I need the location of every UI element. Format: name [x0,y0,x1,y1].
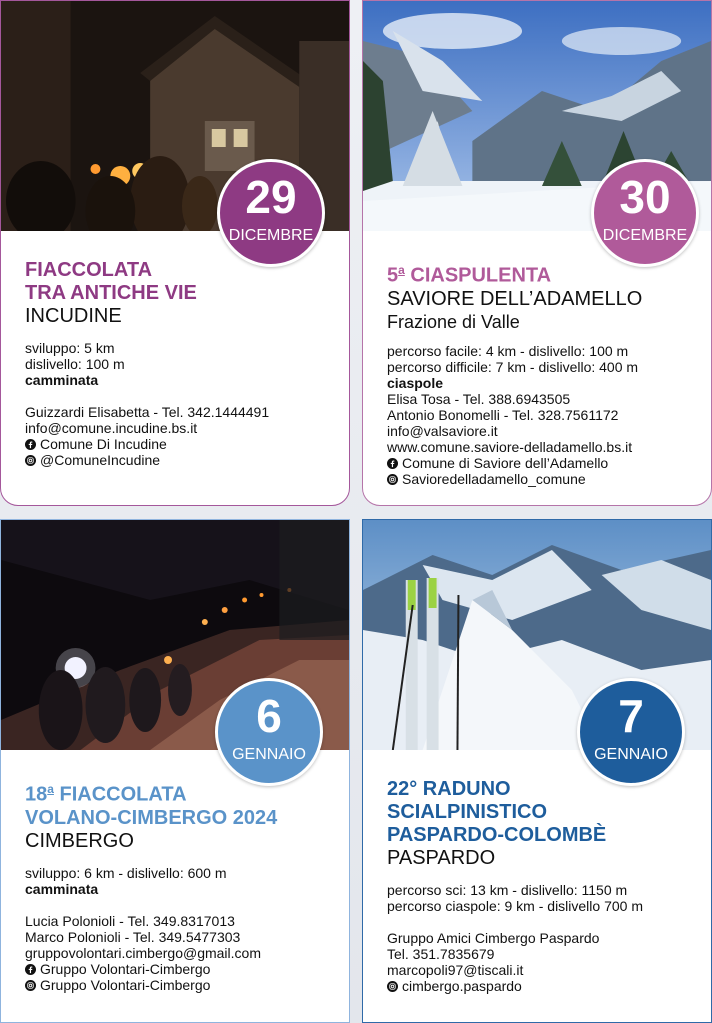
facebook-icon [25,439,36,450]
contact-email[interactable]: marcopoli97@tiscali.it [387,962,524,978]
event-activity: ciaspole [387,374,444,391]
facebook-label: Comune di Saviore dell’Adamello [402,454,609,471]
facebook-link[interactable] [387,455,693,471]
website-link[interactable]: www.comune.saviore-delladamello.bs.it [387,438,633,455]
contact-email[interactable]: info@valsaviore.it [387,422,498,439]
facebook-link[interactable] [25,436,331,452]
event-place: SAVIORE DELL’ADAMELLO [387,287,643,310]
instagram-icon [387,981,398,992]
date-month: GENNAIO [594,746,668,763]
event-detail: percorso ciaspole: 9 km - dislivello 700 m [387,898,643,914]
event-place: PASPARDO [387,847,496,869]
event-card-fiaccolata-cimbergo [0,519,350,1023]
facebook-icon [25,964,36,975]
event-detail: percorso difficile: 7 km - dislivello: 400 m [387,358,639,375]
instagram-link[interactable] [387,471,693,487]
instagram-label: Savioredelladamello_comune [402,470,586,487]
facebook-label: Gruppo Volontari-Cimbergo [40,960,211,977]
event-detail: dislivello: 100 m [25,356,125,372]
contact-email[interactable]: info@comune.incudine.bs.it [25,420,198,436]
event-title-line: VOLANO-CIMBERGO 2024 [25,806,278,829]
event-card-ciaspulenta-saviore [362,0,712,506]
edition-number: 5 [387,264,399,287]
date-day: 29 [245,171,297,223]
instagram-label: @ComuneIncudine [40,452,161,468]
event-place: CIMBERGO [25,829,134,852]
contact-line: Elisa Tosa - Tel. 388.6943505 [387,390,571,407]
date-day: 30 [619,171,671,223]
contact-line: Antonio Bonomelli - Tel. 328.7561172 [387,406,619,423]
event-title-line: 22° RADUNO [387,778,511,800]
event-title-line: FIACCOLATA [25,259,153,281]
date-month: GENNAIO [232,746,306,763]
instagram-label: cimbergo.paspardo [402,978,522,994]
event-title-text: FIACCOLATA [53,783,187,806]
event-detail: percorso sci: 13 km - dislivello: 1150 m [387,882,628,898]
contact-email[interactable]: gruppovolontari.cimbergo@gmail.com [25,944,261,961]
facebook-label: Comune Di Incudine [40,436,167,452]
facebook-link[interactable] [25,961,331,977]
instagram-icon [25,980,36,991]
date-day: 6 [256,690,282,742]
edition-ordinal: a [47,782,54,796]
contact-line: Tel. 351.7835679 [387,946,495,962]
instagram-icon [25,455,36,466]
date-day: 7 [618,690,644,742]
event-title-line: TRA ANTICHE VIE [25,282,197,304]
event-title [25,778,331,807]
event-subplace: Frazione di Valle [387,311,520,332]
event-title-text: CIASPULENTA [404,264,552,287]
event-title-line: PASPARDO-COLOMBÈ [387,824,607,846]
date-month: DICEMBRE [602,227,688,244]
event-detail: sviluppo: 5 km [25,340,115,356]
facebook-icon [387,458,398,469]
event-place: INCUDINE [25,305,122,327]
date-month: DICEMBRE [228,227,314,244]
instagram-link[interactable] [25,452,331,468]
event-title-line: SCIALPINISTICO [387,801,548,823]
edition-ordinal: a [398,263,405,277]
event-card-fiaccolata-incudine [0,0,350,506]
instagram-icon [387,474,398,485]
instagram-link[interactable] [25,977,331,993]
event-activity: camminata [25,372,99,388]
instagram-label: Gruppo Volontari-Cimbergo [40,976,211,993]
event-activity: camminata [25,880,99,897]
contact-line: Marco Polonioli - Tel. 349.5477303 [25,928,241,945]
instagram-link[interactable] [387,978,693,994]
event-detail: sviluppo: 6 km - dislivello: 600 m [25,864,227,881]
contact-line: Guizzardi Elisabetta - Tel. 342.1444491 [25,404,270,420]
event-card-raduno-paspardo [362,519,712,1023]
event-title [387,259,693,288]
contact-line: Lucia Polonioli - Tel. 349.8317013 [25,912,235,929]
edition-number: 18 [25,783,48,806]
event-detail: percorso facile: 4 km - dislivello: 100 m [387,342,629,359]
contact-line: Gruppo Amici Cimbergo Paspardo [387,930,600,946]
